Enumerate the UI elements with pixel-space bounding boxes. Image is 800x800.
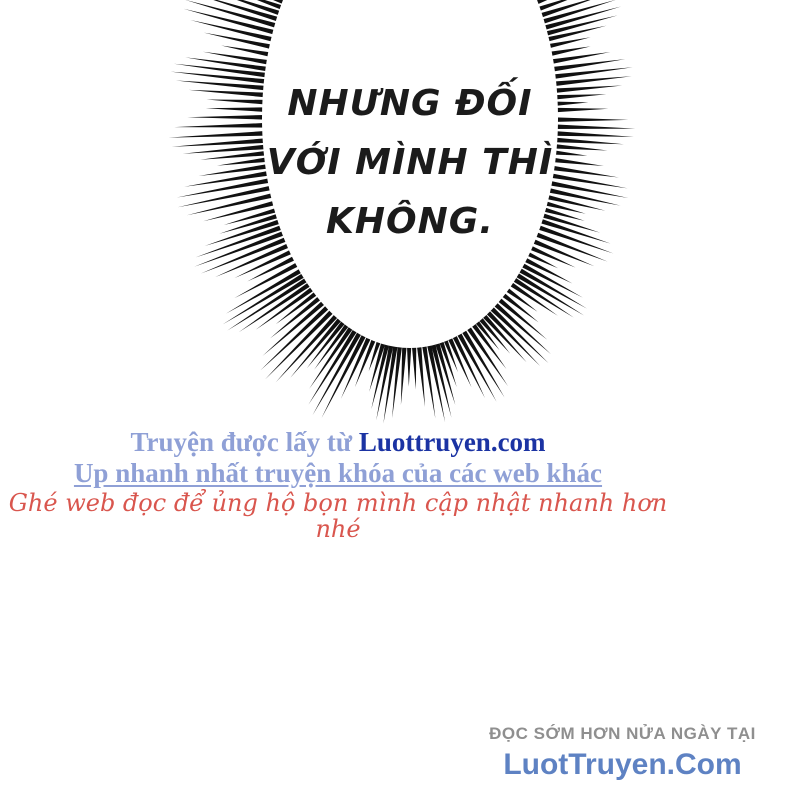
- credit-promo-line: Up nhanh nhất truyện khóa của các web khác: [73, 458, 603, 489]
- speech-bubble-line: VỚI MÌNH THÌ: [266, 142, 554, 183]
- speech-bubble: [200, 74, 620, 251]
- watermark-tagline: ĐỌC SỚM HƠN NỬA NGÀY TẠI: [489, 724, 756, 743]
- speech-bubble-line: KHÔNG.: [326, 201, 494, 242]
- credit-support-line: Ghé web đọc để ủng hộ bọn mình cập nhật nhanh hơn nhé: [8, 489, 668, 544]
- translator-credits: [0, 428, 676, 543]
- speech-bubble-line: NHƯNG ĐỐI: [287, 83, 533, 124]
- credit-source-site-name: Luottruyen.com: [358, 427, 546, 457]
- credit-source-line: [0, 428, 676, 457]
- watermark-site-name: LuotTruyen.Com: [503, 748, 742, 781]
- credit-source-text: Truyện được lấy từ: [130, 427, 359, 457]
- site-watermark: [450, 724, 795, 782]
